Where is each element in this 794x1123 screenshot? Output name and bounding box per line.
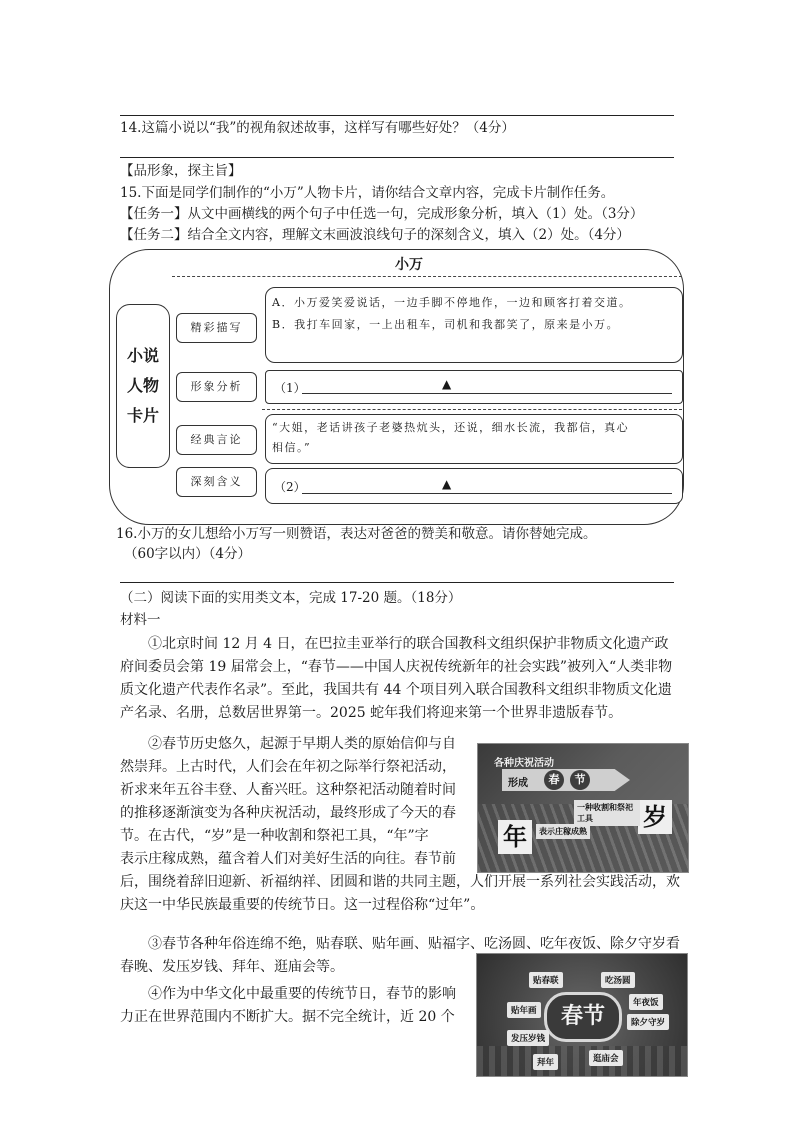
card-mid-divider: [262, 409, 682, 410]
description-a: A．小万爱笑爱说话，一边手脚不停地作，一边和顾客打着交道。: [272, 296, 632, 309]
description-b: B．我打车回家，一上出租车，司机和我都笑了，原来是小万。: [272, 318, 620, 331]
top-rule: [120, 115, 674, 116]
paragraph-1: ①北京时间 12 月 4 日，在巴拉圭亚举行的联合国教科文组织保护非物质文化遗产政府间委员会第 19 届常会上，“春节——中国人庆祝传统新年的社会实践”被列入“人类非物质文化遗产代表作名录”。至此，我国共有 44 个项目列入联合国教科文组织非物质文化遗产名录、名册，总数居世界第一。2025 蛇年我们将迎来第一个世界非遗版春节。: [120, 636, 673, 721]
label-box-description: [176, 313, 257, 343]
label-box-quote: [176, 425, 257, 455]
paragraph-2-line-1: ②春节历史悠久，起源于早期人类的原始信仰与自: [148, 736, 456, 752]
custom-chuxi-shousui: 除夕守岁: [627, 1014, 669, 1030]
analysis-prefix: （1）: [274, 381, 306, 395]
meaning-blank-line: [302, 493, 672, 494]
custom-tie-chunlian: 贴春联: [529, 972, 563, 988]
side-label-line-1: 小说: [126, 346, 159, 365]
paragraph-2-line-6: 表示庄稼成熟，蕴含着人们对美好生活的向往。春节前: [120, 851, 456, 867]
figure-spring-festival-origin: [477, 743, 689, 873]
figure1-line-2-prefix: 形成: [508, 778, 528, 789]
question-16-line-2: （60字以内）（4分）: [124, 546, 252, 562]
custom-tie-nianhua: 贴年画: [507, 1002, 541, 1018]
custom-nianye-fan: 年夜饭: [629, 994, 663, 1010]
meaning-answer-box[interactable]: [265, 468, 683, 504]
question-15: 15.下面是同学们制作的“小万”人物卡片，请你结合文章内容，完成卡片制作任务。: [120, 185, 615, 201]
label-box-meaning: [176, 467, 257, 497]
label-box-analysis: [176, 372, 257, 402]
label-quote: 经典言论: [190, 433, 243, 446]
card-title-divider: [172, 276, 682, 277]
answer-rule-16: [120, 582, 674, 583]
material-1-label: 材料一: [120, 612, 161, 628]
paragraph-4-line-2: 力正在世界范围内不断扩大。据不完全统计，近 20 个: [120, 1009, 455, 1025]
quote-line-2: 相信。”: [272, 441, 312, 454]
paragraph-2-line-2: 然崇拜。上古时代，人们会在年初之际举行祭祀活动，: [120, 759, 456, 775]
analysis-blank-line: [302, 393, 672, 394]
label-description: 精彩描写: [190, 321, 243, 334]
analysis-answer-box[interactable]: [265, 370, 683, 404]
figure1-sui-desc: 一种收割和祭祀工具: [574, 800, 640, 826]
figure1-line-1: 各种庆祝活动: [494, 758, 554, 769]
figure1-chun-badge: 春: [544, 770, 564, 790]
task-1: 【任务一】从文中画横线的两个句子中任选一句，完成形象分析，填入（1）处。（3分）: [120, 206, 644, 222]
side-label-line-3: 卡片: [126, 406, 159, 425]
question-14: 14.这篇小说以“我”的视角叙述故事，这样写有哪些好处？（4分）: [120, 120, 515, 136]
label-meaning: 深刻含义: [190, 475, 243, 488]
meaning-prefix: （2）: [274, 480, 306, 494]
figure-spring-festival-customs: [476, 953, 688, 1077]
description-box: [265, 287, 683, 363]
card-side-label: [116, 304, 170, 468]
custom-chi-tangyuan: 吃汤圆: [601, 972, 635, 988]
section-heading: 【品形象，探主旨】: [120, 163, 242, 179]
label-analysis: 形象分析: [190, 380, 243, 393]
figure1-sui-char: 岁: [638, 800, 672, 834]
figure2-center: 春节: [544, 992, 622, 1042]
custom-guang-miaohui: 逛庙会: [589, 1050, 623, 1066]
answer-rule-14: [120, 157, 674, 158]
paragraph-2-line-4: 的推移逐渐演变为各种庆祝活动，最终形成了今天的春: [120, 805, 456, 821]
paragraph-4-line-1: ④作为中华文化中最重要的传统节日，春节的影响: [148, 986, 456, 1002]
task-2: 【任务二】结合全文内容，理解文末画波浪线句子的深刻含义，填入（2）处。（4分）: [120, 227, 630, 243]
quote-box: [265, 414, 683, 464]
part-2-heading: （二）阅读下面的实用类文本，完成 17-20 题。（18分）: [120, 590, 462, 606]
side-label-line-2: 人物: [126, 376, 159, 395]
paragraph-2-tail: 后，围绕着辞旧迎新、祈福纳祥、团圆和谐的共同主题，人们开展一系列社会实践活动，欢庆这一中华民族最重要的传统节日。这一过程俗称“过年”。: [120, 874, 680, 913]
question-16-line-1: 16.小万的女儿想给小万写一则赞语，表达对爸爸的赞美和敬意。请你替她完成。: [116, 526, 597, 542]
paragraph-2-line-3: 祈求来年五谷丰登、人畜兴旺。这种祭祀活动随着时间: [120, 782, 456, 798]
custom-bainian: 拜年: [533, 1054, 558, 1070]
meaning-triangle-icon: ▲: [442, 477, 452, 491]
analysis-triangle-icon: ▲: [442, 377, 452, 391]
figure1-nian-desc: 表示庄稼成熟: [536, 824, 590, 839]
card-title: 小万: [395, 257, 423, 273]
figure1-nian-char: 年: [498, 820, 532, 854]
paragraph-2-line-5: 节。在古代，“岁”是一种收割和祭祀工具，“年”字: [120, 828, 429, 844]
quote-line-1: “大姐，老话讲孩子老婆热炕头，还说，细水长流，我都信，真心: [272, 421, 630, 434]
custom-fa-yasuiqian: 发压岁钱: [507, 1030, 549, 1046]
paragraph-3: ③春节各种年俗连绵不绝，贴春联、贴年画、贴福字、吃汤圆、吃年夜饭、除夕守岁看春晚、发压岁钱、拜年、逛庙会等。: [120, 936, 680, 975]
figure1-jie-badge: 节: [570, 770, 590, 790]
